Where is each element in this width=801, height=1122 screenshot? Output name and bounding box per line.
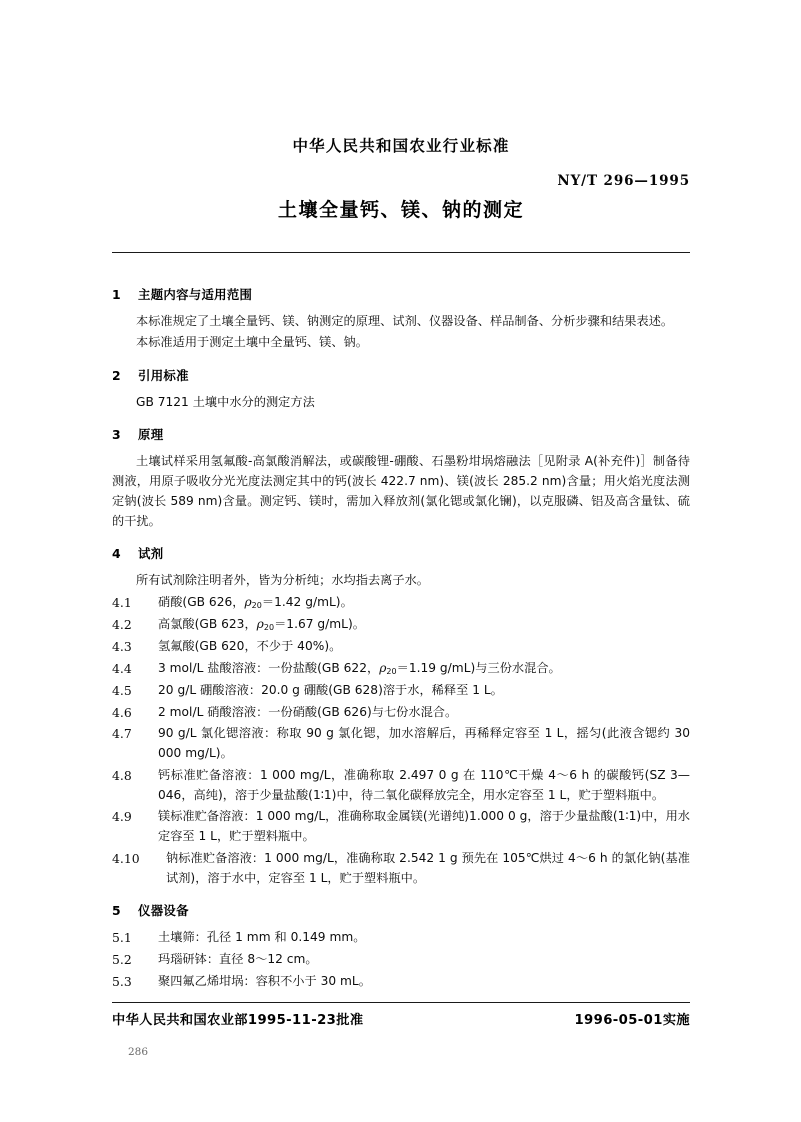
section-number-4: 4 [112,546,121,562]
section-heading-3 [112,425,690,443]
section-1-paragraph-2: 本标准适用于测定土壤中全量钙、镁、钠。 [136,334,368,349]
reagent-text: 钠标准贮备溶液：1 000 mg/L，准确称取 2.542 1 g 预先在 105℃烘过 4～6 h 的氯化钠(基准试剂)，溶于水中，定容至 1 L，贮于塑料瓶中。 [166,850,690,885]
equipment-item [112,972,690,992]
reagent-index: 4.8 [112,767,132,783]
section-number-3: 3 [112,427,121,443]
standard-type-title: 中华人民共和国农业行业标准 [292,137,510,155]
equipment-index: 5.1 [112,930,132,946]
equipment-text: 玛瑙研钵：直径 8～12 cm。 [158,952,318,967]
reagent-item [112,849,690,889]
section-1-paragraph-1: 本标准规定了土壤全量钙、镁、钠测定的原理、试剂、仪器设备、样品制备、分析步骤和结果表述。 [136,314,674,328]
reagent-index: 4.6 [112,704,132,720]
reagent-index: 4.4 [112,660,132,676]
reagent-item [112,724,690,764]
section-heading-5 [112,901,690,919]
reagent-text: 氢氟酸(GB 620，不少于 40%)。 [158,639,342,654]
referenced-standard: GB 7121 土壤中水分的测定方法 [136,394,315,409]
document-header [112,0,690,222]
equipment-item [112,928,690,948]
section-number-5: 5 [112,903,121,919]
section-title-5: 仪器设备 [138,903,189,919]
standard-number-row [112,170,690,189]
implementation-date: 1996-05-01实施 [574,1013,690,1028]
document-title: 土壤全量钙、镁、钠的测定 [277,199,524,222]
reagent-item [112,593,690,613]
reagent-text: 硝酸(GB 626，$\rho_{20}=1.42$ g/mL)。 [158,595,353,611]
reagent-item [112,766,690,806]
reagent-item [112,637,690,657]
page-number: 286 [128,1046,149,1058]
equipment-index: 5.3 [112,973,132,989]
section-number-2: 2 [112,367,121,383]
standard-number: NY/T 296—1995 [557,173,690,190]
reagent-index: 4.7 [112,726,132,742]
reagent-index: 4.3 [112,639,132,655]
section-title-4: 试剂 [138,546,164,562]
reagent-item [112,659,690,679]
reagent-item [112,681,690,701]
section-title-3: 原理 [138,427,164,443]
reagents-note: 所有试剂除注明者外，皆为分析纯；水均指去离子水。 [136,573,429,588]
reagent-text: 钙标准贮备溶液：1 000 mg/L，准确称取 2.497 0 g 在 110℃干燥 4～6 h 的碳酸钙(SZ 3—046，高纯)，溶于少量盐酸(1∶1)中，待二氧化碳释放完全，用水定容至 1 L，贮于塑料瓶中。 [158,767,690,802]
equipment-text: 聚四氟乙烯坩埚：容积不小于 30 mL。 [158,973,371,988]
section-heading-1 [112,285,690,303]
reagent-text: 高氯酸(GB 623，$\rho_{20}=1.67$ g/mL)。 [158,617,365,633]
equipment-item [112,950,690,970]
section-heading-2 [112,366,690,384]
reagent-text: 2 mol/L 硝酸溶液：一份硝酸(GB 626)与七份水混合。 [158,704,458,719]
reagent-item [112,615,690,635]
reagent-index: 4.2 [112,617,132,633]
approval-statement: 中华人民共和国农业部1995-11-23批准 [112,1013,364,1028]
document-body [112,272,690,992]
reagent-index: 4.9 [112,809,132,825]
reagent-text: 3 mol/L 盐酸溶液：一份盐酸(GB 622，$\rho_{20}=1.19$ g/mL)与三份水混合。 [158,660,561,676]
section-heading-4 [112,544,690,562]
reagent-text: 90 g/L 氯化锶溶液：称取 90 g 氯化锶，加水溶解后，再稀释定容至 1 L，摇匀(此液含锶约 30 000 mg/L)。 [158,726,690,761]
document-footer [112,1009,690,1028]
reagent-index: 4.10 [112,850,140,866]
reagent-text: 20 g/L 硼酸溶液：20.0 g 硼酸(GB 628)溶于水，稀释至 1 L。 [158,682,503,697]
reagent-index: 4.5 [112,682,132,698]
reagent-item [112,807,690,847]
section-number-1: 1 [112,287,121,302]
reagent-text: 镁标准贮备溶液：1 000 mg/L，准确称取金属镁(光谱纯)1.000 0 g，溶于少量盐酸(1∶1)中，用水定容至 1 L，贮于塑料瓶中。 [158,809,690,844]
header-divider-rule [112,252,690,253]
section-title-1: 主题内容与适用范围 [138,287,253,302]
section-3-body: 土壤试样采用氢氟酸-高氯酸消解法，或碳酸锂-硼酸、石墨粉坩埚熔融法［见附录 A(补充件)］制备待测液，用原子吸收分光光度法测定其中的钙(波长 422.7 nm)、镁(波长 285.2 nm)含量；用火焰光度法测定钠(波长 589 nm)含量。测定钙、镁时，需加入释放剂(氯化锶或氯化镧)，以克服磷、铝及高含量钛、硫的干扰。 [112,454,690,528]
footer-divider-rule [112,1002,690,1003]
section-title-2: 引用标准 [138,367,189,383]
equipment-text: 土壤筛：孔径 1 mm 和 0.149 mm。 [158,930,366,945]
reagent-item [112,703,690,723]
reagent-index: 4.1 [112,595,132,611]
equipment-index: 5.2 [112,952,132,968]
